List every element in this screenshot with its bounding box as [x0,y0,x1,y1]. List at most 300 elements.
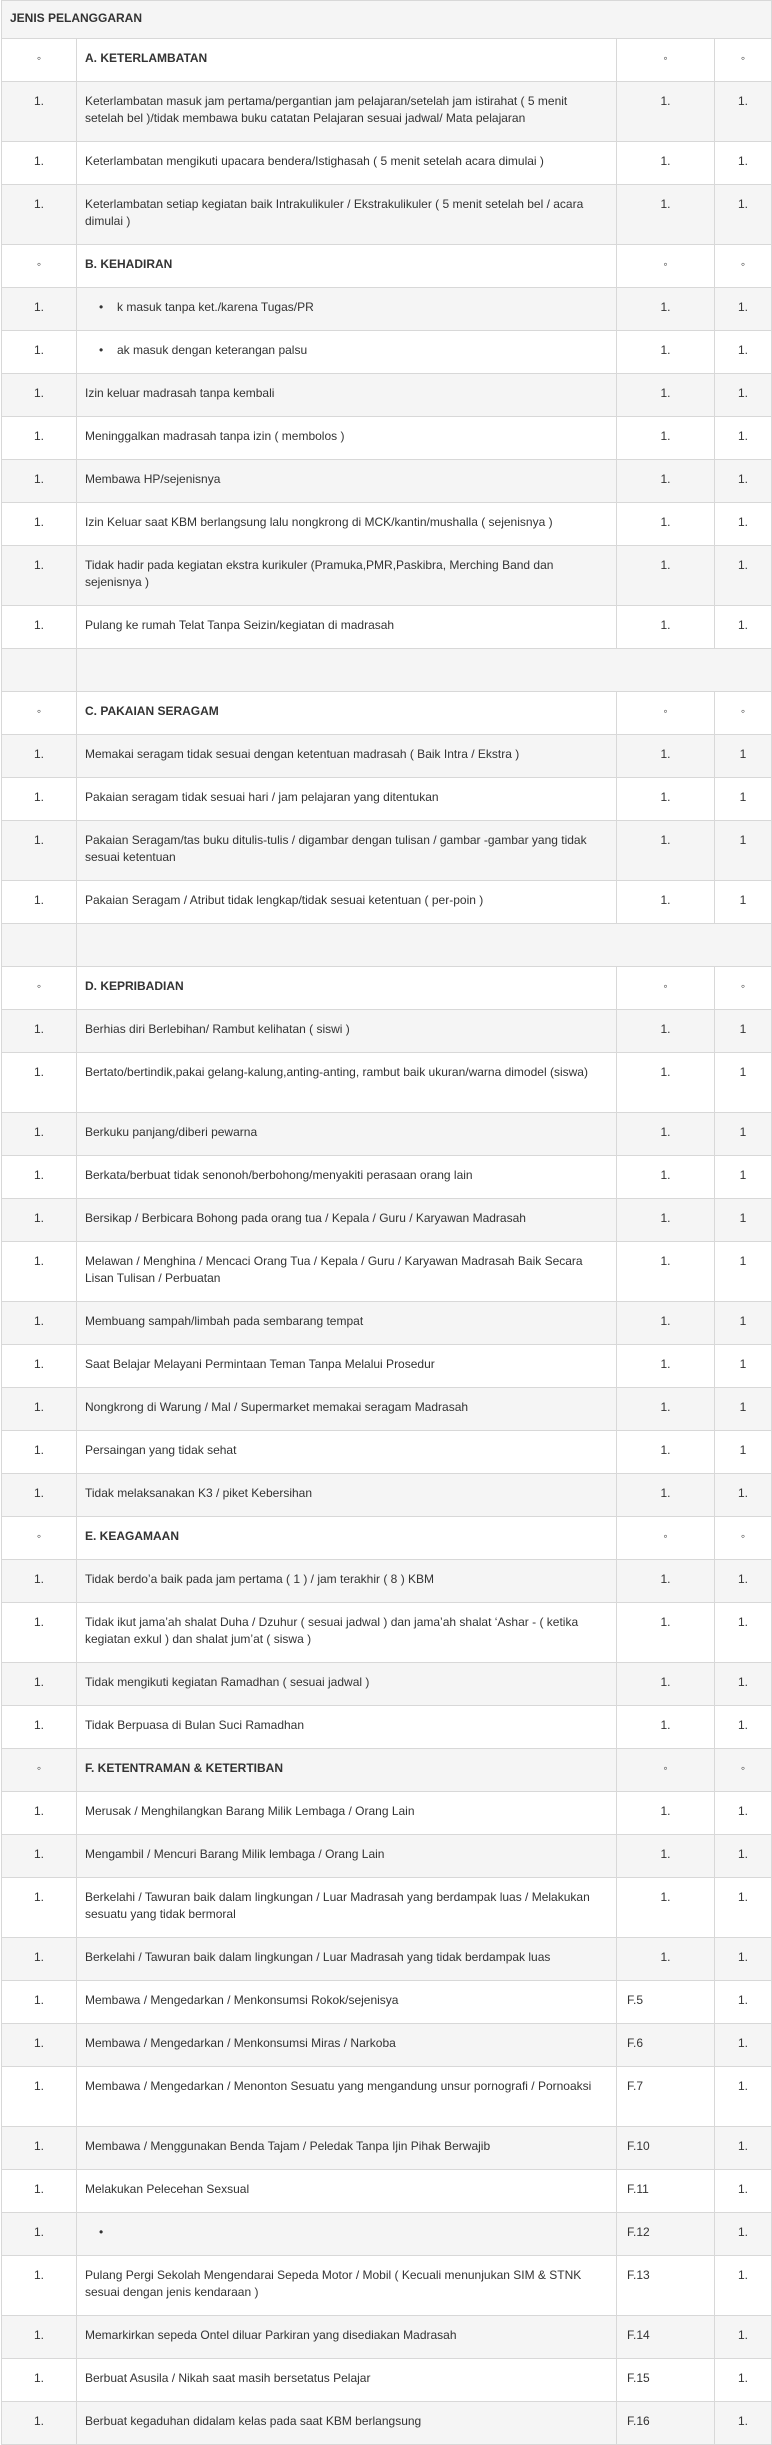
violation-description-cell [77,288,617,331]
violation-description: Melawan / Menghina / Mencaci Orang Tua / Kepala / Guru / Karyawan Madrasah Baik Secara Lisan Tulisan / Perbuatan [85,1254,583,1285]
violation-row [2,1156,772,1199]
violation-description-cell [77,2127,617,2170]
violation-row [2,1663,772,1706]
violation-description-cell [77,1938,617,1981]
code-cell: 1. [617,460,715,503]
violation-description-cell [77,331,617,374]
violation-description-cell [77,778,617,821]
violation-description-cell [77,503,617,546]
code-cell: 1. [617,1242,715,1302]
section-title-cell [77,245,617,288]
violation-description: Keterlambatan masuk jam pertama/pergantian jam pelajaran/setelah jam istirahat ( 5 menit setelah bel )/tidak membawa buku catatan Pelajaran sesuai jadwal/ Mata pelajaran [85,94,568,125]
row-number: 1. [2,1242,77,1302]
violation-row [2,1603,772,1663]
code-cell: 1. [617,735,715,778]
violation-description: Nongkrong di Warung / Mal / Supermarket memakai seragam Madrasah [85,1400,469,1414]
violation-row [2,2316,772,2359]
point-cell: 1. [715,606,772,649]
section-title-cell [77,692,617,735]
code-cell: 1. [617,1706,715,1749]
violation-description: Keterlambatan mengikuti upacara bendera/Istighasah ( 5 menit setelah acara dimulai ) [85,154,544,168]
violation-row [2,1706,772,1749]
code-cell: 1. [617,1302,715,1345]
violation-row [2,1835,772,1878]
row-number: 1. [2,2024,77,2067]
violation-row [2,1345,772,1388]
violation-description: Melakukan Pelecehan Sexsual [85,2182,250,2196]
code-cell: 1. [617,1663,715,1706]
violation-description-cell [77,2024,617,2067]
row-number: ◦ [2,245,77,288]
violation-description: Bersikap / Berbicara Bohong pada orang tua / Kepala / Guru / Karyawan Madrasah [85,1211,526,1225]
point-cell: 1. [715,1560,772,1603]
violation-row [2,1113,772,1156]
violation-description-cell [77,185,617,245]
violation-description-cell [77,1835,617,1878]
point-cell: 1. [715,2024,772,2067]
violation-row [2,1878,772,1938]
point-cell: ◦ [715,245,772,288]
violation-description: Membawa / Mengedarkan / Menkonsumsi Miras / Narkoba [85,2036,396,2050]
row-number: 1. [2,2067,77,2127]
row-number: 1. [2,142,77,185]
point-cell: 1 [715,1010,772,1053]
violation-description: Membuang sampah/limbah pada sembarang tempat [85,1314,364,1328]
point-cell: 1. [715,2359,772,2402]
violation-row [2,735,772,778]
violation-description-cell [77,417,617,460]
violation-row [2,1388,772,1431]
row-number: 1. [2,1053,77,1113]
violation-row [2,2024,772,2067]
row-number: 1. [2,1706,77,1749]
code-cell: ◦ [617,967,715,1010]
row-number: 1. [2,2316,77,2359]
code-cell: 1. [617,288,715,331]
section-header-row [2,692,772,735]
violation-description-cell [77,1431,617,1474]
violation-description-cell [77,1878,617,1938]
point-cell: ◦ [715,1749,772,1792]
violation-row [2,2213,772,2256]
violation-description: Memarkirkan sepeda Ontel diluar Parkiran yang disediakan Madrasah [85,2328,457,2342]
violation-description: Berbuat Asusila / Nikah saat masih bersetatus Pelajar [85,2371,371,2385]
code-cell: 1. [617,374,715,417]
point-cell: 1. [715,331,772,374]
section-title: B. KEHADIRAN [85,257,173,271]
code-cell: 1. [617,1010,715,1053]
row-number: 1. [2,2127,77,2170]
row-number: 1. [2,735,77,778]
violation-description: Saat Belajar Melayani Permintaan Teman Tanpa Melalui Prosedur [85,1357,435,1371]
violation-description-cell [77,2359,617,2402]
violation-row [2,82,772,142]
row-number: ◦ [2,1749,77,1792]
violation-row [2,1474,772,1517]
code-cell: F.16 [617,2402,715,2445]
point-cell: 1 [715,1388,772,1431]
point-cell: 1. [715,503,772,546]
point-cell: 1. [715,288,772,331]
point-cell: 1. [715,2127,772,2170]
section-header-row [2,967,772,1010]
violation-description-cell [77,142,617,185]
code-cell: 1. [617,417,715,460]
violation-row [2,2359,772,2402]
violation-description: Pulang Pergi Sekolah Mengendarai Sepeda Motor / Mobil ( Kecuali menunjukan SIM & STNK sesuai dengan jenis kendaraan ) [85,2268,582,2299]
violation-row [2,546,772,606]
violation-row [2,1010,772,1053]
violation-row [2,2256,772,2316]
code-cell: 1. [617,1792,715,1835]
violation-row [2,821,772,881]
point-cell: 1 [715,1053,772,1113]
point-cell: 1. [715,1938,772,1981]
row-number: 1. [2,1010,77,1053]
violation-description-cell [77,735,617,778]
violation-description: Berkuku panjang/diberi pewarna [85,1125,258,1139]
violation-description: Pakaian seragam tidak sesuai hari / jam pelajaran yang ditentukan [85,790,439,804]
empty-row [2,924,772,967]
violation-row [2,288,772,331]
row-number: 1. [2,1938,77,1981]
row-number: 1. [2,2402,77,2445]
code-cell: ◦ [617,245,715,288]
row-number: 1. [2,1199,77,1242]
violation-description-cell [77,2256,617,2316]
code-cell: 1. [617,1835,715,1878]
violation-row [2,1431,772,1474]
violation-description: Berhias diri Berlebihan/ Rambut kelihatan ( siswi ) [85,1022,350,1036]
violation-description: Keterlambatan setiap kegiatan baik Intrakulikuler / Ekstrakulikuler ( 5 menit setelah bel / acara dimulai ) [85,197,584,228]
row-number: 1. [2,503,77,546]
violation-description: Tidak Berpuasa di Bulan Suci Ramadhan [85,1718,305,1732]
row-number: 1. [2,2256,77,2316]
point-cell: 1 [715,1345,772,1388]
violation-description: k masuk tanpa ket./karena Tugas/PR [117,300,314,314]
violation-row [2,1302,772,1345]
empty-cell [77,924,772,967]
violation-description: Mengambil / Mencuri Barang Milik lembaga / Orang Lain [85,1847,385,1861]
violation-row [2,778,772,821]
bullet-icon: • [99,2225,104,2239]
violation-description-cell [77,374,617,417]
violation-description: Pakaian Seragam/tas buku ditulis-tulis / digambar dengan tulisan / gambar -gambar yang tidak sesuai ketentuan [85,833,587,864]
code-cell: F.14 [617,2316,715,2359]
code-cell: F.12 [617,2213,715,2256]
violation-description-cell [77,460,617,503]
row-number: 1. [2,546,77,606]
section-title: C. PAKAIAN SERAGAM [85,704,219,718]
violation-description: Izin keluar madrasah tanpa kembali [85,386,275,400]
code-cell: 1. [617,1199,715,1242]
bullet-icon: • [99,300,104,314]
point-cell: 1 [715,881,772,924]
code-cell: 1. [617,821,715,881]
violation-description-cell [77,1792,617,1835]
violation-row [2,2127,772,2170]
violation-description-cell [77,1053,617,1113]
violation-row [2,1981,772,2024]
violation-description: Berkata/berbuat tidak senonoh/berbohong/menyakiti perasaan orang lain [85,1168,473,1182]
violation-description-cell [77,1474,617,1517]
violation-description: Membawa / Menggunakan Benda Tajam / Peledak Tanpa Ijin Pihak Berwajib [85,2139,491,2153]
section-title-cell [77,39,617,82]
violation-row [2,1792,772,1835]
code-cell: 1. [617,331,715,374]
table-title-row [2,1,772,39]
point-cell: ◦ [715,1517,772,1560]
empty-cell [2,649,77,692]
code-cell: 1. [617,1603,715,1663]
row-number: 1. [2,460,77,503]
violation-description-cell [77,2067,617,2127]
violation-description: Tidak mengikuti kegiatan Ramadhan ( sesuai jadwal ) [85,1675,370,1689]
violation-row [2,881,772,924]
row-number: 1. [2,821,77,881]
row-number: 1. [2,606,77,649]
violation-description: Persaingan yang tidak sehat [85,1443,237,1457]
row-number: 1. [2,1603,77,1663]
violation-description-cell [77,1560,617,1603]
point-cell: 1 [715,1199,772,1242]
violation-description: Berkelahi / Tawuran baik dalam lingkungan / Luar Madrasah yang berdampak luas / Melakukan sesuatu yang tidak bermoral [85,1890,590,1921]
table-title-cell [2,1,772,39]
code-cell: 1. [617,1053,715,1113]
point-cell: 1. [715,1663,772,1706]
violation-row [2,2402,772,2445]
violation-row [2,2067,772,2127]
violation-description-cell [77,1603,617,1663]
violation-description-cell [77,606,617,649]
code-cell: 1. [617,1878,715,1938]
violation-row [2,606,772,649]
section-title-cell [77,967,617,1010]
violation-description: Pakaian Seragam / Atribut tidak lengkap/tidak sesuai ketentuan ( per-poin ) [85,893,484,907]
code-cell: F.13 [617,2256,715,2316]
row-number: 1. [2,1474,77,1517]
row-number: 1. [2,288,77,331]
row-number: 1. [2,374,77,417]
code-cell: ◦ [617,692,715,735]
violation-description-cell [77,1706,617,1749]
section-title-cell [77,1749,617,1792]
violations-table [1,0,772,2445]
row-number: 1. [2,1878,77,1938]
point-cell: ◦ [715,967,772,1010]
code-cell: ◦ [617,1517,715,1560]
violation-description: Tidak hadir pada kegiatan ekstra kurikuler (Pramuka,PMR,Paskibra, Merching Band dan sejenisnya ) [85,558,554,589]
point-cell: 1. [715,1603,772,1663]
violation-description-cell [77,2213,617,2256]
code-cell: 1. [617,881,715,924]
point-cell: 1 [715,1156,772,1199]
row-number: 1. [2,1835,77,1878]
violation-description: Tidak melaksanakan K3 / piket Kebersihan [85,1486,313,1500]
row-number: ◦ [2,1517,77,1560]
row-number: 1. [2,2359,77,2402]
violation-description: Izin Keluar saat KBM berlangsung lalu nongkrong di MCK/kantin/mushalla ( sejenisnya ) [85,515,553,529]
violation-description-cell [77,1242,617,1302]
point-cell: 1. [715,1706,772,1749]
violation-description: Membawa HP/sejenisnya [85,472,221,486]
point-cell: 1. [715,1878,772,1938]
code-cell: 1. [617,546,715,606]
violation-row [2,1938,772,1981]
violation-row [2,2170,772,2213]
violation-description-cell [77,1302,617,1345]
violation-description: Membawa / Mengedarkan / Menkonsumsi Rokok/sejenisya [85,1993,399,2007]
violation-description: Bertato/bertindik,pakai gelang-kalung,anting-anting, rambut baik ukuran/warna dimodel (siswa) [85,1065,588,1079]
code-cell: 1. [617,1560,715,1603]
row-number: ◦ [2,692,77,735]
empty-cell [77,649,772,692]
bullet-icon: • [99,343,104,357]
point-cell: 1. [715,2170,772,2213]
point-cell: 1. [715,1792,772,1835]
point-cell: 1. [715,2067,772,2127]
violation-row [2,503,772,546]
point-cell: 1. [715,2316,772,2359]
section-header-row [2,1749,772,1792]
code-cell: 1. [617,142,715,185]
code-cell: 1. [617,1156,715,1199]
violation-row [2,1242,772,1302]
row-number: 1. [2,331,77,374]
violation-row [2,1053,772,1113]
violation-description: Berbuat kegaduhan didalam kelas pada saat KBM berlangsung [85,2414,422,2428]
code-cell: F.15 [617,2359,715,2402]
row-number: 1. [2,1388,77,1431]
violation-description-cell [77,1113,617,1156]
code-cell: 1. [617,606,715,649]
row-number: 1. [2,778,77,821]
section-title: D. KEPRIBADIAN [85,979,184,993]
point-cell: 1. [715,2402,772,2445]
row-number: 1. [2,2213,77,2256]
point-cell: 1. [715,82,772,142]
point-cell: 1. [715,2213,772,2256]
row-number: ◦ [2,39,77,82]
row-number: 1. [2,1663,77,1706]
point-cell: 1. [715,1835,772,1878]
section-header-row [2,1517,772,1560]
row-number: 1. [2,1431,77,1474]
code-cell: F.7 [617,2067,715,2127]
violation-description: Meninggalkan madrasah tanpa izin ( membolos ) [85,429,345,443]
point-cell: ◦ [715,692,772,735]
violation-row [2,331,772,374]
row-number: 1. [2,1156,77,1199]
violation-row [2,1199,772,1242]
row-number: 1. [2,2170,77,2213]
violation-description-cell [77,546,617,606]
violation-description-cell [77,1981,617,2024]
code-cell: 1. [617,185,715,245]
code-cell: 1. [617,778,715,821]
violation-description-cell [77,82,617,142]
point-cell: 1. [715,374,772,417]
section-title-cell [77,1517,617,1560]
code-cell: 1. [617,1431,715,1474]
code-cell: 1. [617,1474,715,1517]
table-title: JENIS PELANGGARAN [10,11,143,25]
violation-description-cell [77,881,617,924]
row-number: 1. [2,417,77,460]
point-cell: 1. [715,1474,772,1517]
empty-row [2,649,772,692]
code-cell: 1. [617,1388,715,1431]
point-cell: 1. [715,546,772,606]
violation-row [2,1560,772,1603]
code-cell: F.10 [617,2127,715,2170]
violation-description-cell [77,1199,617,1242]
violation-description: Memakai seragam tidak sesuai dengan ketentuan madrasah ( Baik Intra / Ekstra ) [85,747,520,761]
section-header-row [2,245,772,288]
violation-description-cell [77,2316,617,2359]
violation-description-cell [77,1345,617,1388]
violation-description: Berkelahi / Tawuran baik dalam lingkungan / Luar Madrasah yang tidak berdampak luas [85,1950,551,1964]
code-cell: F.6 [617,2024,715,2067]
point-cell: 1. [715,1981,772,2024]
row-number: ◦ [2,967,77,1010]
violation-row [2,374,772,417]
code-cell: 1. [617,1113,715,1156]
code-cell: 1. [617,503,715,546]
point-cell: 1. [715,185,772,245]
code-cell: 1. [617,82,715,142]
code-cell: F.11 [617,2170,715,2213]
point-cell: 1 [715,1302,772,1345]
code-cell: 1. [617,1938,715,1981]
violation-description: Tidak berdo’a baik pada jam pertama ( 1 ) / jam terakhir ( 8 ) KBM [85,1572,435,1586]
violation-description-cell [77,821,617,881]
row-number: 1. [2,881,77,924]
code-cell: F.5 [617,1981,715,2024]
point-cell: 1. [715,2256,772,2316]
point-cell: 1 [715,778,772,821]
violation-description-cell [77,2170,617,2213]
row-number: 1. [2,1792,77,1835]
section-header-row [2,39,772,82]
violation-row [2,460,772,503]
code-cell: 1. [617,1345,715,1388]
row-number: 1. [2,1981,77,2024]
violation-row [2,142,772,185]
point-cell: ◦ [715,39,772,82]
empty-cell [2,924,77,967]
violation-description-cell [77,1663,617,1706]
point-cell: 1 [715,1113,772,1156]
violation-description-cell [77,1156,617,1199]
violation-description-cell [77,1388,617,1431]
violation-description: Tidak ikut jama’ah shalat Duha / Dzuhur ( sesuai jadwal ) dan jama’ah shalat ‘Ashar - ( ketika kegiatan exkul ) dan shalat jum’at ( siswa ) [85,1615,579,1646]
code-cell: ◦ [617,1749,715,1792]
row-number: 1. [2,1302,77,1345]
violation-description: Membawa / Mengedarkan / Menonton Sesuatu yang mengandung unsur pornografi / Pornoaksi [85,2079,592,2093]
row-number: 1. [2,1345,77,1388]
violation-description: Pulang ke rumah Telat Tanpa Seizin/kegiatan di madrasah [85,618,395,632]
violation-description: ak masuk dengan keterangan palsu [117,343,308,357]
point-cell: 1. [715,460,772,503]
code-cell: ◦ [617,39,715,82]
violation-row [2,417,772,460]
section-title: A. KETERLAMBATAN [85,51,208,65]
point-cell: 1. [715,417,772,460]
section-title: E. KEAGAMAAN [85,1529,180,1543]
row-number: 1. [2,82,77,142]
point-cell: 1. [715,142,772,185]
